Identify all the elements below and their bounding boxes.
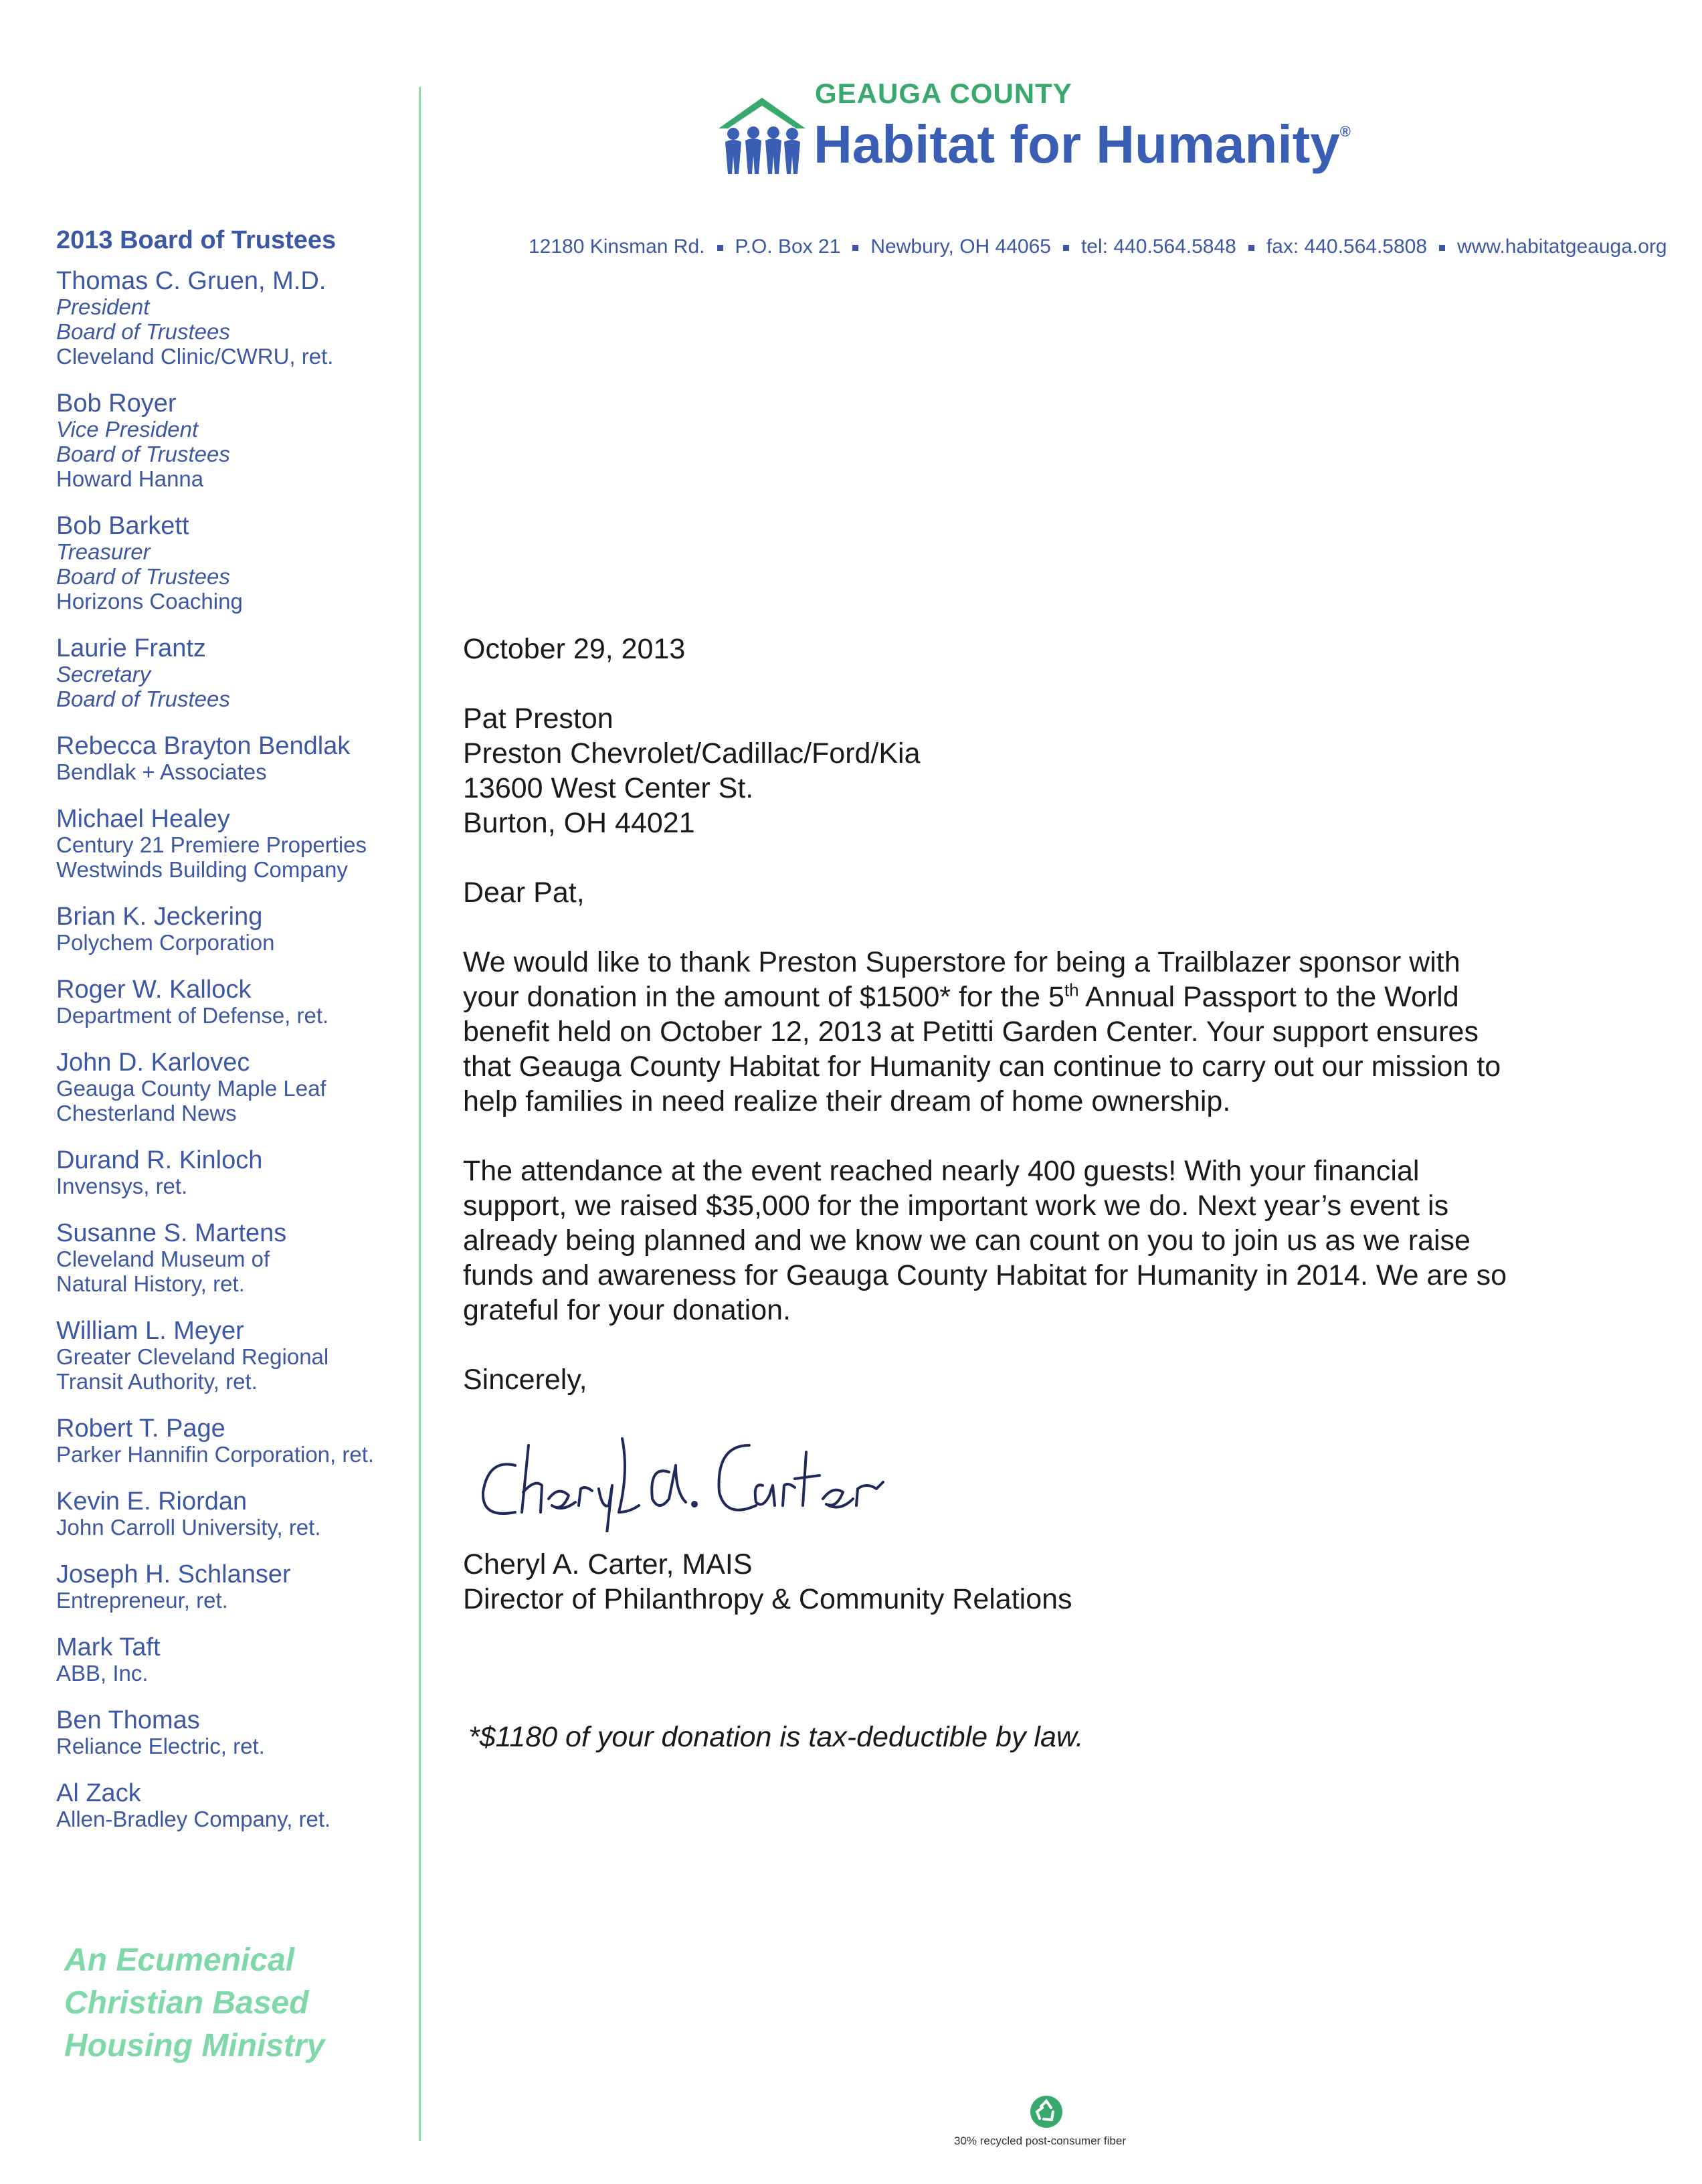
trustee-entry — [56, 1635, 404, 1686]
trustee-entry — [56, 1416, 404, 1467]
trustee-entry — [56, 1489, 404, 1540]
contact-address: 12180 Kinsman Rd. — [529, 236, 705, 258]
trustee-affiliation: Reliance Electric, ret. — [56, 1734, 265, 1758]
trustee-entry — [56, 1318, 404, 1394]
address-line: Burton, OH 44021 — [463, 807, 695, 839]
recycled-note: 30% recycled post-consumer fiber — [954, 2134, 1127, 2147]
trustee-affiliation: Parker Hannifin Corporation, ret. — [56, 1442, 375, 1467]
trustee-affiliation: Natural History, ret. — [56, 1271, 245, 1296]
contact-web: www.habitatgeauga.org — [1457, 236, 1667, 258]
ordinal-suffix: th — [1064, 980, 1079, 1000]
trustee-affiliation: ABB, Inc. — [56, 1661, 149, 1686]
recipient-address — [463, 701, 1547, 840]
trustee-affiliation: Cleveland Museum of — [56, 1247, 270, 1271]
bullet-icon — [1439, 245, 1445, 251]
trustee-entry — [56, 391, 404, 491]
house-people-icon — [712, 95, 812, 182]
contact-fax: fax: 440.564.5808 — [1266, 236, 1428, 258]
trustee-entry — [56, 513, 404, 614]
motto-line: Housing Ministry — [64, 2028, 325, 2064]
trustee-name: Susanne S. Martens — [56, 1219, 287, 1247]
trustee-entry — [56, 977, 404, 1028]
trustee-entry — [56, 636, 404, 711]
trustee-affiliation: John Carroll University, ret. — [56, 1515, 321, 1540]
trustee-name: Ben Thomas — [56, 1706, 200, 1734]
registered-mark: ® — [1339, 123, 1351, 140]
trustee-list — [56, 268, 404, 1831]
board-heading: 2013 Board of Trustees — [56, 226, 337, 254]
trustee-affiliation: Department of Defense, ret. — [56, 1003, 329, 1028]
trustee-affiliation: Bendlak + Associates — [56, 759, 267, 784]
salutation: Dear Pat, — [463, 877, 585, 909]
contact-tel: tel: 440.564.5848 — [1080, 236, 1236, 258]
trustee-name: Al Zack — [56, 1779, 141, 1807]
trustee-name: Durand R. Kinloch — [56, 1146, 263, 1174]
trustee-affiliation: Transit Authority, ret. — [56, 1369, 258, 1394]
sidebar-divider — [419, 87, 421, 2141]
address-line: Pat Preston — [463, 703, 613, 735]
trustee-office: President — [56, 294, 150, 319]
bullet-icon — [1248, 245, 1254, 251]
trustee-board: Board of Trustees — [56, 687, 230, 711]
signer-block — [463, 1547, 1072, 1617]
trustee-affiliation: Horizons Coaching — [56, 589, 243, 614]
bullet-icon — [717, 245, 723, 251]
trustee-name: Kevin E. Riordan — [56, 1487, 248, 1516]
trustee-entry — [56, 904, 404, 955]
handwritten-signature — [468, 1419, 896, 1532]
trustee-entry — [56, 806, 404, 882]
contact-po-box: P.O. Box 21 — [735, 236, 841, 258]
bullet-icon — [1063, 245, 1069, 251]
trustee-entry — [56, 268, 404, 369]
motto-line: An Ecumenical — [64, 1942, 295, 1978]
trustee-name: Mark Taft — [56, 1633, 161, 1661]
ministry-motto — [64, 1939, 324, 2068]
trustee-board: Board of Trustees — [56, 564, 230, 589]
signer-title: Director of Philanthropy & Community Relations — [463, 1583, 1072, 1615]
trustee-entry — [56, 1562, 404, 1613]
letter-body — [463, 632, 1547, 1397]
trustee-name: William L. Meyer — [56, 1317, 244, 1345]
contact-line — [529, 236, 1667, 258]
trustee-entry — [56, 1220, 404, 1296]
signer-name: Cheryl A. Carter, MAIS — [463, 1548, 753, 1580]
trustee-entry — [56, 1708, 404, 1758]
trustee-name: Bob Royer — [56, 389, 177, 418]
trustee-affiliation: Invensys, ret. — [56, 1174, 188, 1198]
trustee-name: Laurie Frantz — [56, 634, 206, 662]
trustee-name: Robert T. Page — [56, 1415, 225, 1443]
trustee-name: Michael Healey — [56, 805, 230, 833]
trustee-office: Vice President — [56, 417, 199, 442]
letter-date: October 29, 2013 — [463, 633, 686, 665]
logo-county: GEAUGA COUNTY — [815, 78, 1072, 109]
trustee-affiliation: Polychem Corporation — [56, 930, 275, 955]
trustee-affiliation: Cleveland Clinic/CWRU, ret. — [56, 344, 334, 369]
trustee-entry — [56, 733, 404, 784]
trustee-name: Joseph H. Schlanser — [56, 1560, 291, 1588]
recycle-icon — [1029, 2094, 1064, 2129]
trustee-entry — [56, 1781, 404, 1831]
tax-footnote: *$1180 of your donation is tax-deductible by law. — [468, 1721, 1084, 1753]
logo-org-name: Habitat for Humanity® — [814, 114, 1351, 174]
trustee-name: Rebecca Brayton Bendlak — [56, 732, 351, 760]
trustee-affiliation: Geauga County Maple Leaf — [56, 1076, 326, 1101]
trustee-office: Treasurer — [56, 539, 151, 564]
bullet-icon — [852, 245, 858, 251]
motto-line: Christian Based — [64, 1985, 309, 2021]
address-line: Preston Chevrolet/Cadillac/Ford/Kia — [463, 737, 921, 769]
trustee-name: Thomas C. Gruen, M.D. — [56, 267, 326, 295]
closing: Sincerely, — [463, 1364, 587, 1396]
trustee-affiliation: Howard Hanna — [56, 466, 204, 491]
trustee-entry — [56, 1050, 404, 1125]
trustee-affiliation: Westwinds Building Company — [56, 857, 348, 882]
trustee-affiliation: Chesterland News — [56, 1101, 237, 1125]
trustee-name: Brian K. Jeckering — [56, 903, 263, 931]
trustee-board: Board of Trustees — [56, 319, 230, 344]
habitat-logo — [712, 75, 1401, 189]
paragraph-thanks: We would like to thank Preston Superstore for being a Trailblazer sponsor with your donation in the amount of $1500* for the 5th Annual Passport to the World benefit held on October 12, 2013 at Petitti Garden Center. Your support ensures that Geauga County Habitat for Humanity can continue to carry out our mission to help families in need realize their dream of home ownership. — [463, 946, 1501, 1117]
address-line: 13600 West Center St. — [463, 772, 754, 804]
paragraph-attendance: The attendance at the event reached nearly 400 guests! With your financial support, we raised $35,000 for the important work we do. Next year’s event is already being planned and we know we can count on you to join us as we raise funds and awareness for Geauga County Habitat for Humanity in 2014. We are so grateful for your donation. — [463, 1155, 1507, 1326]
board-sidebar — [56, 226, 404, 1853]
trustee-name: Bob Barkett — [56, 512, 189, 540]
trustee-name: John D. Karlovec — [56, 1049, 250, 1077]
contact-city: Newbury, OH 44065 — [870, 236, 1051, 258]
trustee-board: Board of Trustees — [56, 442, 230, 466]
trustee-name: Roger W. Kallock — [56, 976, 252, 1004]
trustee-affiliation: Greater Cleveland Regional — [56, 1344, 329, 1369]
trustee-affiliation: Entrepreneur, ret. — [56, 1588, 228, 1613]
trustee-entry — [56, 1148, 404, 1198]
trustee-affiliation: Allen-Bradley Company, ret. — [56, 1807, 331, 1831]
trustee-office: Secretary — [56, 662, 151, 687]
trustee-affiliation: Century 21 Premiere Properties — [56, 832, 367, 857]
